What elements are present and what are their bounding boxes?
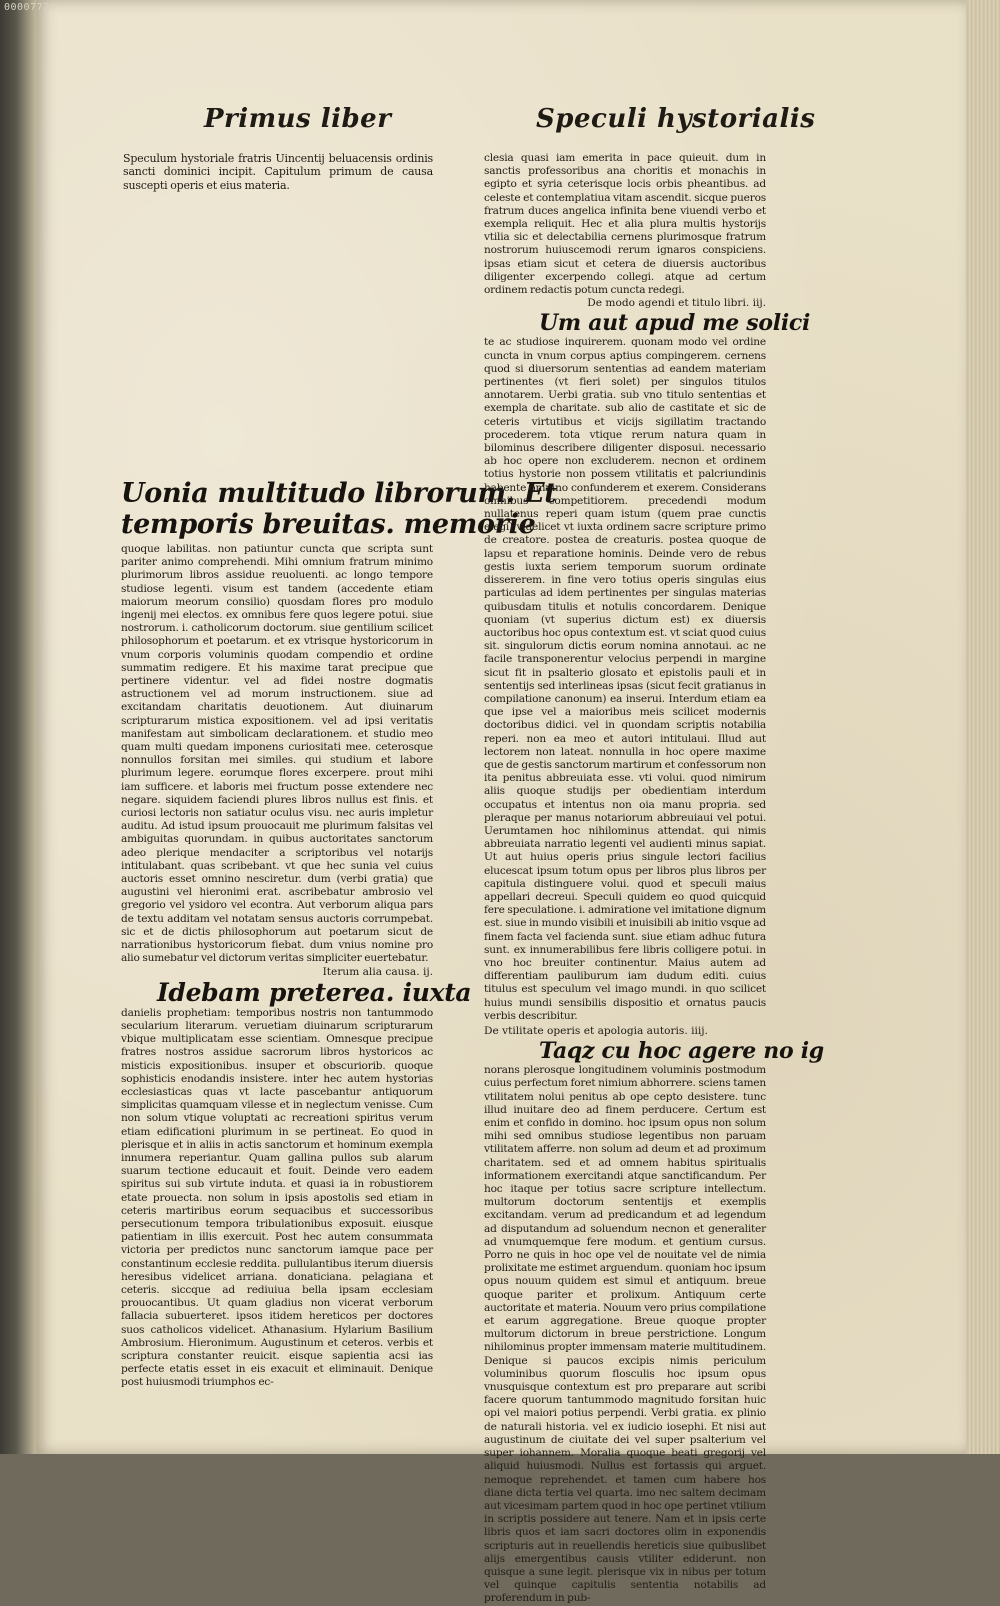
initial-line-2: temporis breuitas. memorie (121, 509, 536, 540)
right-paragraph-1: clesia quasi iam emerita in pace quieuit. dum in sanctis professoribus ana choritis et monachis in egipto et syria ceterisque locis orbis pheantibus. ad celeste et contemplatiua vitam ascendit. sicque pueros fratrum duces angelica infinita bene viuendi verbo et exempla reliquit. Hec et alia plura multis hystorijs vtilia sic et delectabilia cernens plurimosque fratrum nostrorum huiuscemodi rerum ignaros conspiciens. ipsas etiam sicut et cetera de diuersis auctoribus diligenter excerpendo collegi. atque ad certum ordinem redactis potum cuncta redegi. (484, 152, 766, 297)
chapter-rubric-4: De vtilitate operis et apologia autoris. iiij. (484, 1025, 708, 1037)
right-column (484, 152, 824, 1606)
left-paragraph-1: quoque labilitas. non patiuntur cuncta que scripta sunt pariter animo comprehendi. Mihi omnium fratrum minimo plurimorum libros assidue reuoluenti. ac longo tempore studiose legenti. visum est tandem (accedente etiam maiorum meorum consilio) quosdam flores pro modulo ingenij mei electos. ex omnibus fere quos legere potui. siue nostrorum. i. catholicorum doctorum. siue gentilium scilicet philosophorum et poetarum. et ex vtrisque hystoricorum in vnum corporis voluminis quodam compendio et ordine summatim redigere. Et his maxime tarat precipue que pertinere videntur. vel ad fidei nostre dogmatis astructionem vel ad morum instructionem. siue ad excitandam charitatis deuotionem. Aut diuinarum scripturarum mistica expositionem. vel ad ipsi veritatis manifestam aut simbolicam declarationem. et studio meo quam multi quedam imponens curiositati mee. ceterosque nonnullos forsitan mei similes. qui studium et labore plurimum legere. eorumque flores excerpere. prout mihi iam sufficere. et laboris mei fructum posse extendere nec negare. siquidem faciendi plures libros nullus est finis. et curiosi lectoris non satiatur oculus visu. nec auris impletur auditu. Ad istud ipsum prouocauit me plurimum falsitas vel ambiguitas quorundam. in quibus auctoritates sanctorum adeo plerique mendaciter a scriptoribus vel notarijs intitulabant. quas scribebant. vt que hec sunia vel cuius auctoris esset omnino nesciretur. dum (verbi gratia) que augustini vel hieronimi erat. ascribebatur ambrosio vel gregorio vel ysidoro vel econtra. Aut verborum aliqua pars de textu additam vel notatam sensus auctoris corrumpebat. sic et de dictis philosophorum aut poetarum sicut de narrationibus hystoricorum fiebat. dum vnius nomine pro alio sumebatur vel dictorum veritas simpliciter euertebatur. (121, 543, 433, 965)
right-paragraph-2: te ac studiose inquirerem. quonam modo vel ordine cuncta in vnum corpus aptius compingerem. cernens quod si diuersorum sententias ad eandem materiam pertinentes (vt fieri solet) per singulos titulos annotarem. Uerbi gratia. sub vno titulo sententias et exempla de charitate. sub alio de castitate et sic de ceteris virtutibus et vicijs sigillatim tractando procederem. tota vtique rerum natura quam in bilominus describere diligenter disposui. necessario ab hoc opere non excluderem. necnon et ordinem totius hystorie non possem vtilitatis et palcriundinis habente omnino confunderem et exerem. Considerans omnibus competitiorem. precedendi modum nullatenus reperi quam istum (quem prae cunctis elegi) videlicet vt iuxta ordinem sacre scripture primo de creatore. postea de creaturis. postea quoque de lapsu et reparatione hominis. Deinde vero de rebus gestis iuxta seriem temporum suorum ordinate dissererem. in fine vero totius operis singulas eius particulas ad idem pertinentes per singulas materias quibusdam titulis et notulis concordarem. Denique quoniam (vt superius dictum est) ex diuersis auctoribus hoc opus contextum est. vt sciat quod cuius sit. singulorum dictis eorum nomina annotaui. ac ne facile transponerentur velocius perpendi in margine sicut fit in psalterio glosato et epistolis pauli et in sententijs sed interlineas ipsas (sicut fecit gratianus in compilatione canonum) ea inserui. Interdum etiam ea que ipse vel a maioribus meis scilicet modernis doctoribus didici. vel in quondam scriptis notabilia reperi. non ea meo et autori intitulaui. Illud aut lectorem non lateat. nonnulla in hoc opere maxime que de gestis sanctorum martirum et confessorum non ita penitus abbreuiata esse. vti volui. quod nimirum aliis quoque studijs per obedientiam interdum occupatus et intentus non oia manu propria. sed pleraque per manus notariorum abbreuiaui vel potui. Uerumtamen hoc nihilominus attendat. qui nimis abbreuiata narratio legenti vel audienti minus sapiat. Ut aut huius operis prius singule lectori facilius elucescat ipsum totum opus per libros plus libros per capitula distinguere volui. quod et speculi maius appellari decreui. Speculi quidem eo quod quicquid fere speculatione. i. admiratione vel imitatione dignum est. siue in mundo visibili et inuisibili ab initio vsque ad finem facta vel facienda sunt. siue etiam adhuc futura sunt. ex innumerabilibus fere libris colligere potui. in vno hoc breuiter continentur. Maius autem ad differentiam pauliburum iam dudum editi. cuius titulus est speculum vel imago mundi. in quo scilicet huius mundi sensibilis dispositio et ornatus paucis verbis describitur. (484, 336, 766, 1022)
chapter-opening-3: Um aut apud me solici (539, 310, 811, 337)
book-binding-gutter (0, 0, 40, 1454)
chapter-rubric-2: Iterum alia causa. ij. (322, 965, 433, 978)
running-head-left: Primus liber (204, 104, 392, 134)
running-head-right: Speculi hystorialis (536, 104, 816, 134)
chapter-opening-2: Idebam preterea. iuxta (157, 977, 472, 1007)
left-column (121, 478, 557, 1390)
incipit-block (123, 152, 433, 192)
initial-line-1: Uonia multitudo librorum. Et (121, 478, 557, 509)
right-paragraph-3: norans plerosque longitudinem voluminis postmodum cuius perfectum foret nimium abhorrere. sciens tamen vtilitatem nolui penitus ab ope cepto desistere. tunc illud inuitare deo ad finem perducere. Certum est enim et confido in domino. hoc ipsum opus non solum mihi sed omnibus studiose legentibus non paruam vtilitatem afferre. non solum ad deum et ad proximum charitatem. sed et ad omnem habitus spiritualis informationem exercitandi atque sanctificandum. Per hoc itaque per totius sacre scripture intellectum. multorum doctorum sententijs et exemplis excitandam. verum ad predicandum et ad legendum ad disputandum ad soluendum necnon et generaliter ad vnumquemque fere modum. et gentium cursus. Porro ne quis in hoc ope vel de nouitate vel de nimia prolixitate me estimet arguendum. quoniam hoc ipsum opus nouum quidem est simul et antiquum. breue quoque pariter et prolixum. Antiquum certe auctoritate et materia. Nouum vero prius compilatione et earum aggregatione. Breue quoque propter multorum dictorum in breue perstrictione. Longum nihilominus propter immensam materie multitudinem. Denique si paucos excipis nimis periculum voluminibus quorum flosculis hoc ipsum opus vnusquisque contextum est pro preparare aut scribi facere quorum tantummodo magnitudo forsitan huic opi vel maiori potius perpendi. Verbi gratia. ex plinio de naturali historia. vel ex iudicio iosephi. Et nisi aut augustinum de ciuitate dei vel super psalterium vel super iohannem. Moralia quoque beati gregorij vel aliquid huiusmodi. Nullus est fortassis qui arguet. nemoque reprehendet. et tamen cum habere hos diane dicta tertia vel quarta. imo nec saltem decimam aut vicesimam partem quod in hoc ope pertinet vtilium in scriptis possidere aut tenere. Nam et in ipsis certe libris quos et iam sacri doctores olim in exponendis scripturis aut in reuellendis hereticis siue quibuslibet alijs emergentibus causis vtiliter ediderunt. non quisque a sune legit. plerisque vix in nibus per totum vel quinque capitulis sententia notabilis ad proferendum in pub- (484, 1064, 766, 1605)
incipit-text: Speculum hystoriale fratris Uincentij beluacensis ordinis sancti dominici incipit. Capitulum primum de causa suscepti operis et eius materia. (123, 152, 433, 192)
left-paragraph-2: danielis prophetiam: temporibus nostris non tantummodo secularium literarum. veruetiam diuinarum scripturarum vbique multiplicatam esse scientiam. Omnesque precipue fratres nostros assidue sacrorum libros hystoricos ac misticis expositionibus. insuper et obscuriorib. quoque sophisticis enodandis insistere. inter hec autem hystorias ecclesiasticas quas vt lacte pascebantur antiquorum simplicitas quamquam vilesse et in neglectum venisse. Cum non solum vtique voluptati ac recreationi spiritus verum etiam edificationi plurimum in se pertineat. Eo quod in plerisque et in aliis in actis sanctorum et hominum exempla innumera reperiantur. Quam gallina pullos sub alarum suarum tectione educauit et fouit. Deinde vero eadem spiritus sui sub virtute induta. et quasi ia in robustiorem etate prouecta. non solum in ipsis apostolis sed etiam in ceteris martiribus eorum sequacibus et successoribus persecutionum tempora tribulationibus exposuit. eiusque patientiam in illis exercuit. Post hec autem consummata victoria per predictos nunc sanctorum iamque pace per constantinum ecclesie reddita. pullulantibus iterum diuersis heresibus videlicet arriana. donaticiana. pelagiana et ceteris. siccque ad rediuiua bella ipsam ecclesiam prouocantibus. Ut quam gladius non vicerat verborum fallacia subuerteret. ipsos itidem hereticos per doctores suos catholicos videlicet. Athanasium. Hylarium Basilium Ambrosium. Hieronimum. Augustinum et ceteros. verbis et scriptura constanter reuicit. eisque sapientia acsi ias perfecte etatis esset in eis exacuit et eliminauit. Denique post huiusmodi triumphos ec- (121, 1006, 433, 1389)
archive-id-tag: 00007724 (4, 2, 57, 13)
chapter-opening-4: Taqz cu hoc agere no ig (539, 1038, 824, 1065)
page-edges (966, 0, 1000, 1454)
chapter-rubric-3: De modo agendi et titulo libri. iij. (587, 297, 766, 310)
